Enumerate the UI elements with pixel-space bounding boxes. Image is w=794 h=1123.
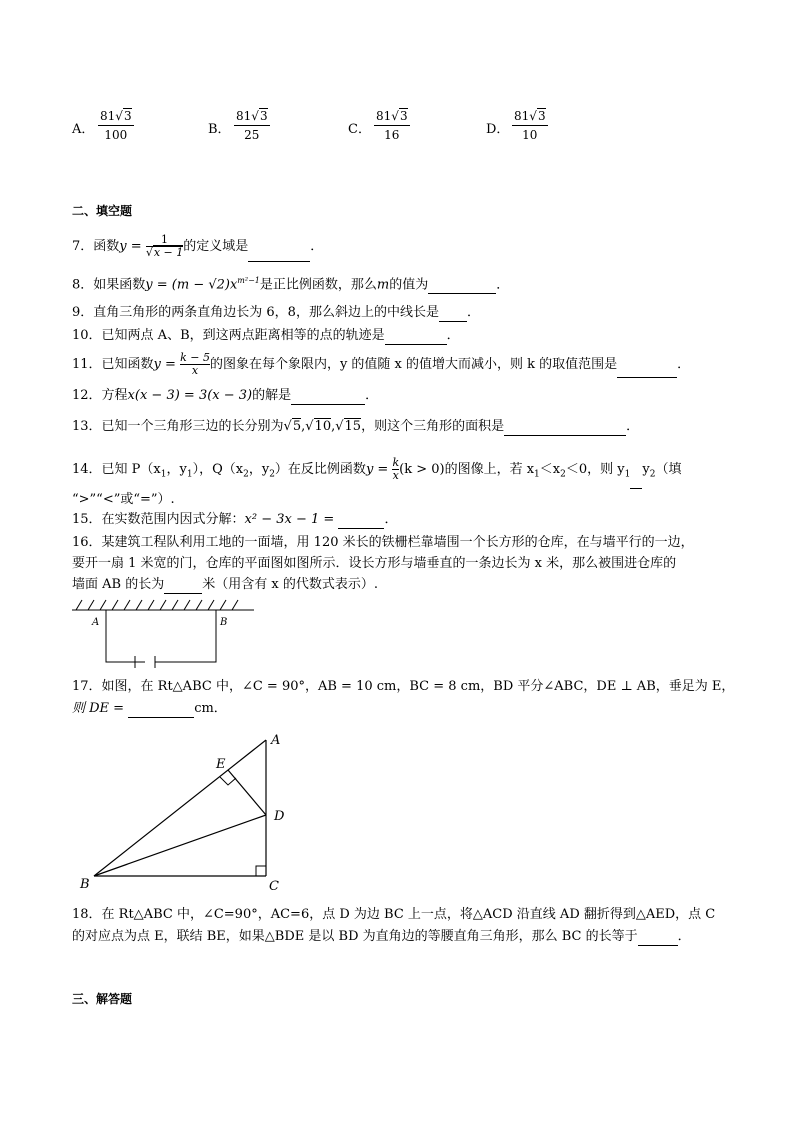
answer-blank	[128, 717, 194, 718]
choice-label: C．	[348, 122, 371, 137]
question-9: 9．直角三角形的两条直角边长为 6，8，那么斜边上的中线长是 ．	[72, 305, 480, 320]
choice-fraction: 81√3 16	[376, 109, 408, 142]
point-b-label: B	[220, 617, 228, 628]
answer-blank	[248, 261, 310, 262]
question-10: 10．已知两点 A、B，到这两点距离相等的点的轨迹是 ．	[72, 328, 460, 343]
choice-label: B．	[208, 122, 231, 137]
triangle-figure	[78, 728, 308, 898]
fraction: $\frac{k - 5}{x}$	[180, 351, 210, 377]
answer-blank	[638, 945, 678, 946]
question-8: 8．如果函数$y = (m - √2)x^{m^2-1}$是正比例函数，那么m的值为 ．	[72, 276, 510, 293]
question-14-line2: “>”“<”或“=”）.	[72, 492, 175, 507]
answer-blank	[428, 293, 496, 294]
point-e-label: E	[216, 757, 226, 772]
answer-blank	[439, 321, 467, 322]
answer-blank	[291, 404, 365, 405]
question-17-line2: 则 DE = cm．	[72, 701, 227, 716]
question-17-line1: 17．如图，在 Rt△ABC 中，∠C = 90°，AB = 10 cm，BC = 8 cm，BD 平分∠ABC，DE ⊥ AB，垂足为 E，	[72, 679, 735, 694]
vertex-a-label: A	[271, 733, 281, 748]
question-18-line1: 18．在 Rt△ABC 中，∠C=90°，AC=6，点 D 为边 BC 上一点，将△ACD 沿直线 AD 翻折得到△AED，点 C	[72, 907, 716, 922]
question-12: 12．方程x(x − 3) = 3(x − 3)的解是 ．	[72, 388, 379, 403]
question-16-line3: 墙面 AB 的长为 米（用含有 x 的代数式表示）.	[72, 577, 378, 592]
choice-fraction: 81√3 100	[100, 109, 132, 142]
fraction: $\frac{k}{x}$	[392, 456, 400, 482]
question-7: 7．函数y = 1 √x − 1的定义域是 ．	[72, 232, 323, 262]
section-heading-fill-in: 二、填空题	[72, 204, 133, 218]
choice-label: D．	[486, 122, 510, 137]
choice-label: A．	[72, 122, 95, 137]
question-14: 14．已知 $P(x_1$，$y_1$），$Q(x_2$，$y_2$）在反比例函数$y = \frac{k}{x}(k > 0)$的图像上，若 $x_1<x_2<0$，则 $y_1$ $y_2$（填	[72, 456, 681, 489]
question-16-line2: 要开一扇 1 米宽的门，仓库的平面图如图所示．设长方形与墙垂直的一条边长为 x 米，那么被围进仓库的	[72, 556, 677, 571]
section-heading-answer: 三、解答题	[72, 992, 133, 1006]
answer-blank	[385, 344, 447, 345]
point-d-label: D	[274, 809, 285, 824]
vertex-b-label: B	[80, 877, 90, 892]
answer-blank	[630, 488, 642, 489]
choice-fraction: 81√3 10	[514, 109, 546, 142]
answer-blank	[504, 435, 626, 436]
answer-blank	[338, 528, 384, 529]
question-13: 13．已知一个三角形三边的长分别为√5,√10,√15，则这个三角形的面积是 ．	[72, 419, 640, 434]
choice-fraction: 81√3 25	[236, 109, 268, 142]
fraction: 1 √x − 1	[145, 233, 184, 259]
point-a-label: A	[92, 617, 100, 628]
warehouse-plan-figure	[70, 598, 260, 670]
answer-blank	[617, 377, 677, 378]
answer-blank	[164, 593, 202, 594]
question-15: 15．在实数范围内因式分解：x² − 3x − 1 = ．	[72, 512, 398, 527]
question-11: 11．已知函数$y = \frac{k - 5}{x}$的图象在每个象限内，y 的值随 x 的值增大而减小，则 k 的取值范围是 ．	[72, 351, 691, 377]
question-18-line2: 的对应点为点 E，联结 BE，如果△BDE 是以 BD 为直角边的等腰直角三角形，那么 BC 的长等于 ．	[72, 929, 691, 944]
question-16-line1: 16．某建筑工程队利用工地的一面墙，用 120 米长的铁栅栏靠墙围一个长方形的仓库，在与墙平行的一边，	[72, 535, 694, 550]
vertex-c-label: C	[269, 879, 279, 894]
